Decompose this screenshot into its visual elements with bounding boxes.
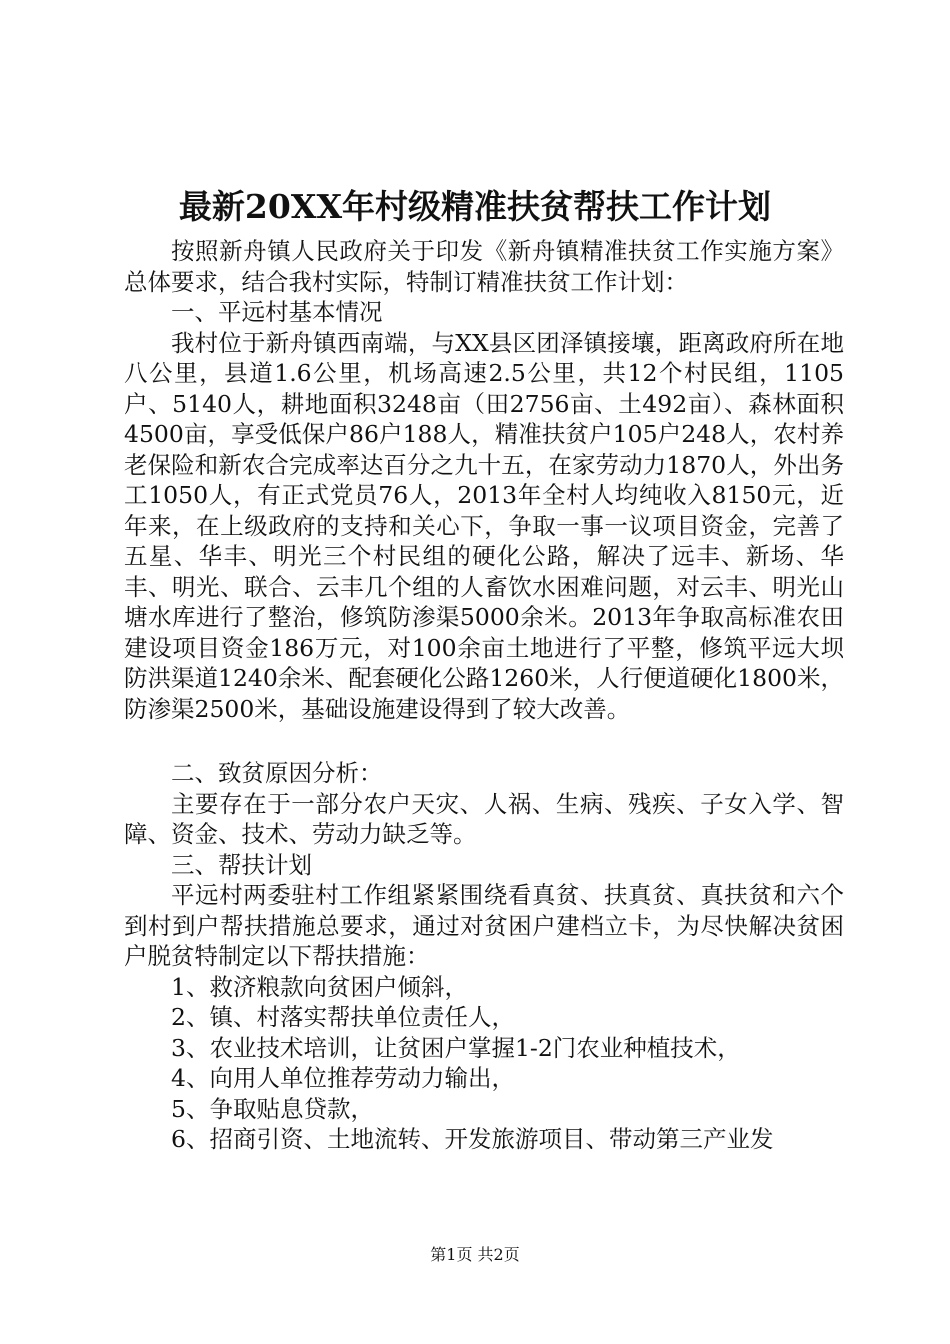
measure-item-3: 3、农业技术培训，让贫困户掌握1-2门农业种植技术， bbox=[171, 1033, 741, 1062]
section-heading-1: 一、平远村基本情况 bbox=[171, 298, 383, 326]
measure-item-6: 6、招商引资、土地流转、开发旅游项目、带动第三产业发 bbox=[171, 1125, 774, 1153]
measure-item-5: 5、争取贴息贷款， bbox=[171, 1094, 374, 1123]
section-heading-3: 三、帮扶计划 bbox=[171, 850, 312, 879]
intro-paragraph: 按照新舟镇人民政府关于印发《新舟镇精准扶贫工作实施方案》总体要求，结合我村实际，特制订精准扶贫工作计划： bbox=[124, 237, 844, 296]
document-title: 最新20XX年村级精准扶贫帮扶工作计划 bbox=[178, 187, 772, 226]
page-footer bbox=[0, 1243, 950, 1267]
measure-item-1: 1、救济粮款向贫困户倾斜， bbox=[171, 972, 468, 1001]
assistance-plan-paragraph: 平远村两委驻村工作组紧紧围绕看真贫、扶真贫、真扶贫和六个到村到户帮扶措施总要求，通过对贫困户建档立卡，为尽快解决贫困户脱贫特制定以下帮扶措施： bbox=[124, 881, 844, 970]
section-heading-2: 二、致贫原因分析： bbox=[171, 759, 383, 787]
measure-item-4: 4、向用人单位推荐劳动力输出， bbox=[171, 1064, 515, 1092]
village-overview-paragraph: 我村位于新舟镇西南端，与XX县区团泽镇接壤，距离政府所在地八公里，县道1.6公里，机场高速2.5公里，共12个村民组，1105户、5140人，耕地面积3248亩（田2756亩、土492亩）、森林面积4500亩，享受低保户86户188人，精准扶贫户105户248人，农村养老保险和新农合完成率达百分之九十五，在家劳动力1870人，外出务工1050人，有正式党员76人，2013年全村人均纯收入8150元，近年来，在上级政府的支持和关心下，争取一事一议项目资金，完善了五星、华丰、明光三个村民组的硬化公路，解决了远丰、新场、华丰、明光、联合、云丰几个组的人畜饮水困难问题，对云丰、明光山塘水库进行了整治，修筑防渗渠5000余米。2013年争取高标准农田建设项目资金186万元，对100余亩土地进行了平整，修筑平远大坝防洪渠道1240余米、配套硬化公路1260米，人行便道硬化1800米，防渗渠2500米，基础设施建设得到了较大改善。 bbox=[124, 328, 844, 723]
page-number: 第1页 共2页 bbox=[430, 1245, 520, 1264]
poverty-causes-paragraph: 主要存在于一部分农户天灾、人祸、生病、残疾、子女入学、智障、资金、技术、劳动力缺乏等。 bbox=[124, 789, 844, 848]
document-body bbox=[124, 236, 844, 1155]
paragraph-gap bbox=[124, 724, 844, 758]
measure-item-2: 2、镇、村落实帮扶单位责任人， bbox=[171, 1003, 515, 1031]
